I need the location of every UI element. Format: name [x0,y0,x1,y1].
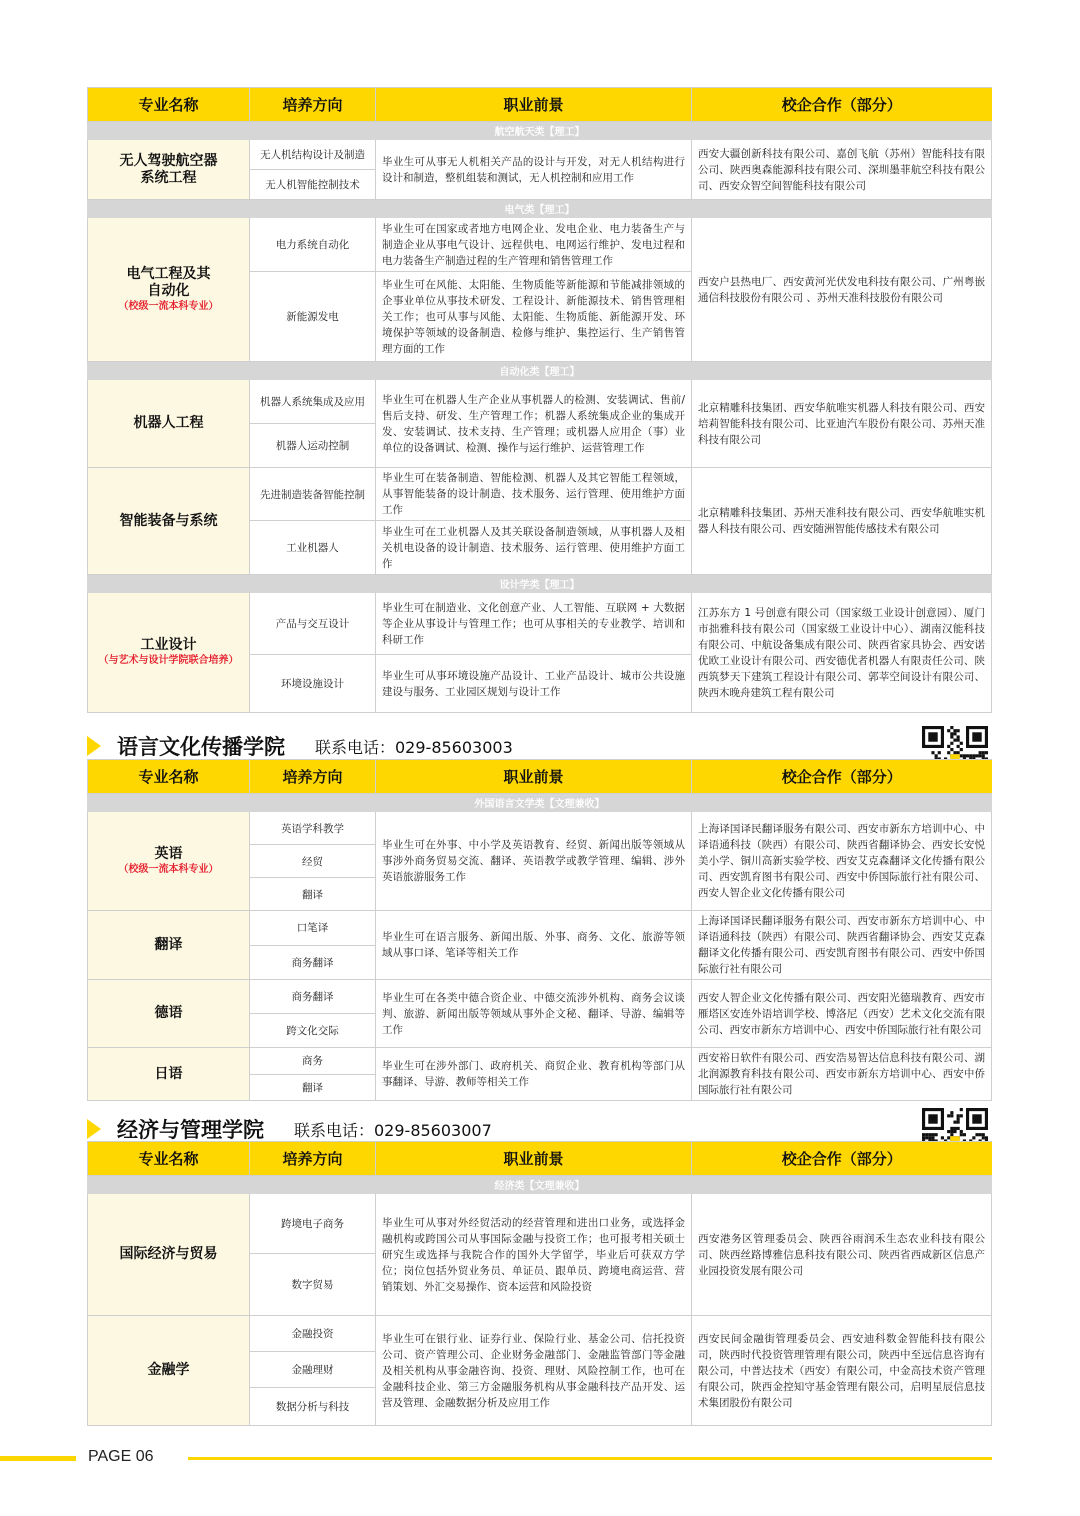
category-label: 外国语言文学类【文理兼收】 [88,794,992,812]
category-label: 经济类【文理兼收】 [88,1176,992,1194]
career-cell: 毕业生可在风能、太阳能、生物质能等新能源和节能减排领域的企事业单位从事技术研发、工程设计、新能源技术、销售管理相关工作；也可从事与风能、太阳能、生物质能、新能源开发、环境保护等领域的设备制造、检修与维护、集控运行、生产销售管理方面的工作 [376,272,692,362]
major-name: 无人驾驶航空器 [119,152,218,169]
column-header: 专业名称 [88,1142,250,1176]
direction-cell: 口笔译 [250,911,376,946]
major-name: 智能装备与系统 [119,512,218,529]
direction-cell: 商务 [250,1048,376,1075]
direction-cell: 产品与交互设计 [250,593,376,655]
major-note: （与艺术与设计学院联合培养） [98,655,239,666]
category-label: 自动化类【理工】 [88,362,992,380]
category-row [88,122,992,140]
direction-cell: 数据分析与科技 [250,1388,376,1426]
career-cell: 毕业生可从事对外经贸活动的经营管理和进出口业务，或选择金融机构或跨国公司从事国际金融与投资工作；也可报考相关硕士研究生或选择与我院合作的国外大学留学，毕业后可获双方学位；岗位包括外贸业务员、单证员、跟单员、跨境电商运营、营销策划、外汇交易操作、资本运营和风险投资 [376,1194,692,1316]
column-header: 职业前景 [376,1142,692,1176]
table-header-row [88,88,992,122]
majors-table-1 [87,87,992,713]
career-cell: 毕业生可从事无人机相关产品的设计与开发，对无人机结构进行设计和制造，整机组装和测试，无人机控制和应用工作 [376,140,692,200]
college-phone: 联系电话：029-85603007 [294,1120,492,1140]
cooperation-cell: 西安民间金融街管理委员会、西安迪科数金智能科技有限公司，陕西时代投资管理管理有限公司，陕西中至远信息咨询有限公司，中普达技术（西安）有限公司，中金高技术资产管理有限公司，陕西金控知守基金管理有限公司，启明星辰信息技术集团股份有限公司 [692,1316,992,1426]
direction-cell: 无人机智能控制技术 [250,170,376,200]
cooperation-cell: 北京精雕科技集团、西安华航唯实机器人科技有限公司、西安培莉智能科技有限公司、比亚迪汽车股份有限公司、苏州天准科技有限公司 [692,380,992,468]
direction-cell: 机器人运动控制 [250,424,376,468]
career-cell: 毕业生可在语言服务、新闻出版、外事、商务、文化、旅游等领域从事口译、笔译等相关工作 [376,911,692,980]
direction-cell: 金融投资 [250,1316,376,1352]
major-name: 自动化 [147,282,190,299]
direction-cell: 电力系统自动化 [250,218,376,272]
major-name: 系统工程 [140,169,197,186]
table-row [88,468,992,521]
career-cell: 毕业生可在外事、中小学及英语教育、经贸、新闻出版等领域从事涉外商务贸易交流、翻译、英语教学或教学管理、编辑、涉外英语旅游服务工作 [376,812,692,911]
cooperation-cell: 上海译国译民翻译服务有限公司、西安市新东方培训中心、中译语通科技（陕西）有限公司、陕西省翻译协会、西安艾克森翻译文化传播有限公司、西安凯育图书有限公司、西安中侨国际旅行社有限公司 [692,911,992,980]
direction-cell: 经贸 [250,845,376,878]
chevron-right-icon [87,1119,101,1139]
major-name: 日语 [154,1065,183,1082]
table-row [88,1048,992,1075]
column-header: 培养方向 [250,1142,376,1176]
category-row [88,794,992,812]
cooperation-cell: 西安大疆创新科技有限公司、嘉创飞航（苏州）智能科技有限公司、陕西奥森能源科技有限公司、深圳墨菲航空科技有限公司、西安众智空间智能科技有限公司 [692,140,992,200]
major-name: 电气工程及其 [126,265,211,282]
cooperation-cell: 上海译国译民翻译服务有限公司、西安市新东方培训中心、中译语通科技（陕西）有限公司、陕西省翻译协会、西安长安悦美小学、铜川高新实验学校、西安艾克森翻译文化传播有限公司、西安凯育图书有限公司、西安中侨国际旅行社有限公司、西安人智企业文化传播有限公司 [692,812,992,911]
major-name: 工业设计 [140,637,197,653]
direction-cell: 金融理财 [250,1352,376,1388]
table-row [88,140,992,170]
category-row [88,1176,992,1194]
direction-cell: 环境设施设计 [250,655,376,713]
major-name: 金融学 [147,1362,190,1378]
career-cell: 毕业生可在机器人生产企业从事机器人的检测、安装调试、售前/售后支持、研发、生产管理工作；机器人系统集成企业的集成开发、安装调试、技术支持、生产管理；或机器人应用企（事）业单位的设备调试、检测、操作与运行维护、运营管理工作 [376,380,692,468]
direction-cell: 跨文化交际 [250,1014,376,1048]
category-label: 电气类【理工】 [88,200,992,218]
cooperation-cell: 西安人智企业文化传播有限公司、西安阳光德瑞教育、西安市雁塔区安连外语培训学校、博洛尼（西安）艺术文化交流有限公司、西安市新东方培训中心、西安中侨国际旅行社有限公司 [692,980,992,1048]
major-cell [88,593,250,713]
chevron-right-icon [87,736,101,756]
major-cell [88,1048,250,1101]
direction-cell: 新能源发电 [250,272,376,362]
direction-cell: 商务翻译 [250,945,376,980]
career-cell: 毕业生可在各类中德合资企业、中德交流涉外机构、商务会议谈判、旅游、新闻出版等领域从事外企文秘、翻译、导游、编辑等工作 [376,980,692,1048]
direction-cell: 数字贸易 [250,1254,376,1316]
column-header: 校企合作（部分） [692,760,992,794]
category-row [88,575,992,593]
major-name: 机器人工程 [133,415,204,431]
major-cell [88,812,250,911]
column-header: 职业前景 [376,88,692,122]
table-header-row [88,1142,992,1176]
college-phone: 联系电话：029-85603003 [315,737,513,757]
cooperation-cell: 西安裕日软件有限公司、西安浩易智达信息科技有限公司、湖北润源教育科技有限公司、西安市新东方培训中心、西安中侨国际旅行社有限公司 [692,1048,992,1101]
column-header: 职业前景 [376,760,692,794]
major-cell [88,140,250,200]
career-cell: 毕业生可在银行业、证券行业、保险行业、基金公司、信托投资公司、资产管理公司、企业财务金融部门、金融监管部门等金融及相关机构从事金融咨询、投资、理财、风险控制工作，也可在金融科技企业、第三方金融服务机构从事金融科技产品开发、运营及管理、金融数据分析及应用工作 [376,1316,692,1426]
column-header: 专业名称 [88,760,250,794]
direction-cell: 先进制造装备智能控制 [250,468,376,521]
direction-cell: 商务翻译 [250,980,376,1014]
direction-cell: 跨境电子商务 [250,1194,376,1254]
career-cell: 毕业生可在国家或者地方电网企业、发电企业、电力装备生产与制造企业从事电气设计、远程供电、电网运行维护、发电过程和电力装备生产制造过程的生产管理和销售管理工作 [376,218,692,272]
major-cell [88,468,250,575]
direction-cell: 无人机结构设计及制造 [250,140,376,170]
career-cell: 毕业生可在制造业、文化创意产业、人工智能、互联网 + 大数据等企业从事设计与管理工作；也可从事相关的专业教学、培训和科研工作 [376,593,692,655]
direction-cell: 翻译 [250,878,376,911]
category-label: 航空航天类【理工】 [88,122,992,140]
table-row [88,380,992,424]
footer-accent-line [0,1456,76,1461]
column-header: 培养方向 [250,88,376,122]
college-header-economics [87,1114,492,1144]
table-row [88,593,992,655]
career-cell: 毕业生可从事环境设施产品设计、工业产品设计、城市公共设施建设与服务、工业园区规划与设计工作 [376,655,692,713]
majors-table-3 [87,1141,992,1426]
direction-cell: 英语学科教学 [250,812,376,845]
column-header: 培养方向 [250,760,376,794]
direction-cell: 翻译 [250,1074,376,1101]
table-row [88,980,992,1014]
college-name: 语言文化传播学院 [117,735,285,759]
cooperation-cell: 北京精雕科技集团、苏州天准科技有限公司、西安华航唯实机器人科技有限公司、西安随洲智能传感技术有限公司 [692,468,992,575]
major-cell [88,380,250,468]
major-name: 英语 [154,845,183,862]
column-header: 专业名称 [88,88,250,122]
major-cell [88,1316,250,1426]
major-name: 翻译 [154,936,183,953]
major-name: 德语 [154,1005,183,1021]
major-cell [88,980,250,1048]
cooperation-cell: 江苏东方 1 号创意有限公司（国家级工业设计创意园）、厦门市拙雅科技有限公司（国家级工业设计中心）、湖南汉能科技有限公司、中航设备集成有限公司、陕西省家具协会、西安诺优欧工业设计有限公司、西安德优者机器人有限责任公司、陕西筑梦天下建筑工程设计有限公司、郭莘空间设计有限公司、陕西木晚舟建筑工程有限公司 [692,593,992,713]
career-cell: 毕业生可在装备制造、智能检测、机器人及其它智能工程领域，从事智能装备的设计制造、技术服务、运行管理、使用维护方面工作 [376,468,692,521]
cooperation-cell: 西安户县热电厂、西安黄河光伏发电科技有限公司、广州粤嵌通信科技股份有限公司 、苏州天准科技股份有限公司 [692,218,992,362]
table-row [88,812,992,845]
college-name: 经济与管理学院 [117,1118,264,1142]
major-note: （校级一流本科专业） [118,863,219,875]
category-row [88,200,992,218]
table-header-row [88,760,992,794]
column-header: 校企合作（部分） [692,88,992,122]
table-row [88,911,992,946]
category-label: 设计学类【理工】 [88,575,992,593]
major-cell [88,218,250,362]
category-row [88,362,992,380]
table-row [88,1194,992,1254]
column-header: 校企合作（部分） [692,1142,992,1176]
cooperation-cell: 西安港务区管理委员会、陕西谷雨润禾生态农业科技有限公司、陕西丝路博雅信息科技有限公司、陕西省西咸新区信息产业园投资发展有限公司 [692,1194,992,1316]
major-cell [88,911,250,980]
direction-cell: 工业机器人 [250,521,376,575]
major-note: （校级一流本科专业） [118,300,219,312]
majors-table-2 [87,759,992,1101]
college-header-language [87,731,513,761]
career-cell: 毕业生可在涉外部门、政府机关、商贸企业、教育机构等部门从事翻译、导游、教师等相关工作 [376,1048,692,1101]
page-number: PAGE 06 [88,1448,154,1465]
career-cell: 毕业生可在工业机器人及其关联设备制造领域，从事机器人及相关机电设备的设计制造、技术服务、运行管理、使用维护方面工作 [376,521,692,575]
major-name: 国际经济与贸易 [119,1246,218,1262]
direction-cell: 机器人系统集成及应用 [250,380,376,424]
table-row [88,218,992,272]
table-row [88,1316,992,1352]
footer-rule [188,1457,992,1460]
major-cell [88,1194,250,1316]
